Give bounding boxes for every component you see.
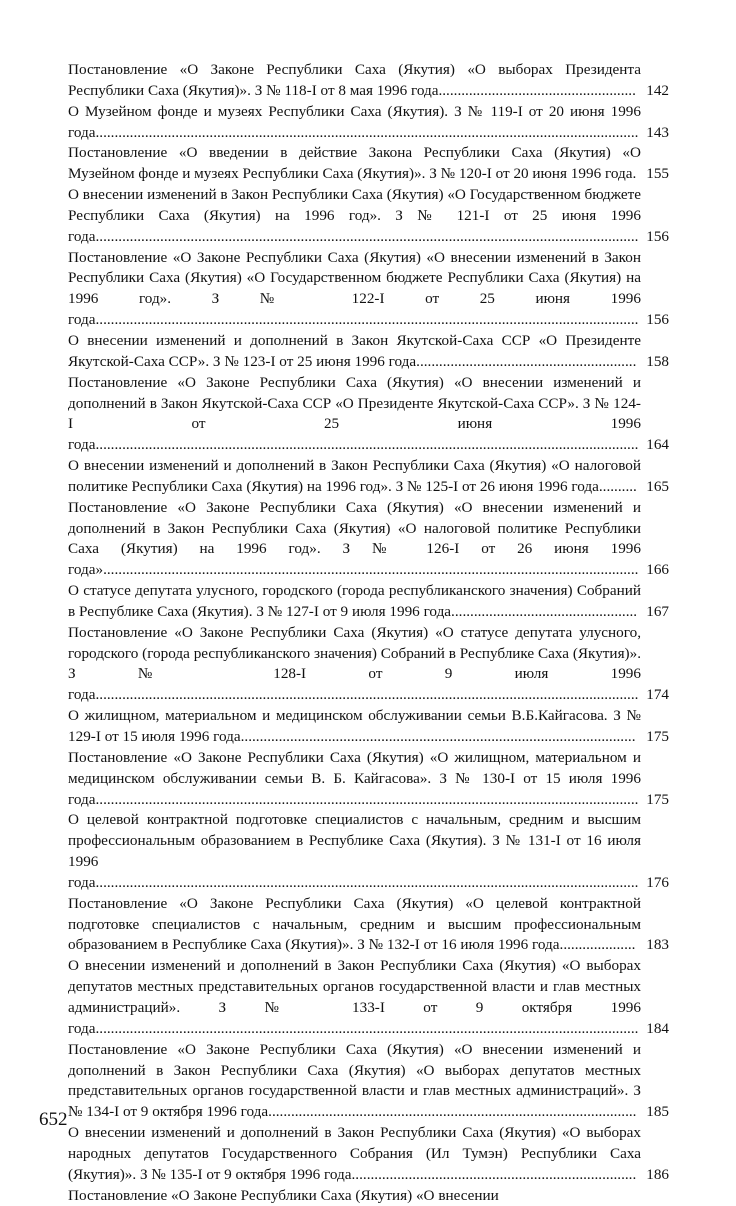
toc-entry-title: Постановление «О Законе Республики Саха (Якутия) «О жилищном, материальном и медицинском обслуживании семьи В. Б. Кайгасова». З № 130-I от 15 июля 1996 года: [68, 748, 641, 808]
toc-entry-page: 174: [646, 686, 669, 704]
dot-leader: .................................................: [451, 602, 638, 620]
toc-entry-page: 155: [646, 165, 669, 183]
toc-entry-title: О Музейном фонде и музеях Республики Саха (Якутия). З № 119-I от 20 июня 1996 года: [68, 102, 641, 141]
toc-entry-title: О внесении изменений и дополнений в Закон Якутской-Саха ССР «О Президенте Якутской-Саха ССР». З № 123-I от 25 июня 1996 года: [68, 331, 641, 370]
dot-leader: ...............................................................................................................................................: [95, 123, 639, 141]
toc-entry: [68, 894, 669, 957]
toc-entry: [68, 748, 669, 811]
toc-entry: [68, 248, 669, 331]
toc-entry-page: 142: [646, 81, 669, 99]
toc-entry-page: 156: [646, 311, 669, 329]
toc-entry-page: 185: [646, 1103, 669, 1121]
toc-entry: [68, 498, 669, 581]
toc-entry-title: Постановление «О Законе Республики Саха (Якутия) «О целевой контрактной подготовке специалистов с начальным, средним и высшим профессиональным образованием в Республике Саха (Якутия)». З № 132-I от 16 июля 1996 года: [68, 894, 641, 954]
toc-entry-page: 165: [646, 477, 669, 495]
toc-entry-title: О жилищном, материальном и медицинском обслуживании семьи В.Б.Кайгасова. З № 129-I от 15 июля 1996 года: [68, 707, 641, 745]
toc-entry-page: 164: [646, 436, 669, 454]
toc-entry: [68, 331, 669, 373]
toc-entry: [68, 1040, 669, 1123]
toc-entry: [68, 102, 669, 144]
toc-entry: [68, 706, 669, 748]
toc-entry-title: О внесении изменений и дополнений в Закон Республики Саха (Якутия) «О выборах депутатов местных представительных органов государственной власти и глав местных администраций». З № 133-I от 9 октября 1996 года.: [68, 957, 641, 1037]
dot-leader: ............................................................................................................................................: [106, 561, 639, 579]
toc-entry-page: 143: [646, 123, 669, 141]
toc-entry-title: О внесении изменений и дополнений в Закон Республики Саха (Якутия) «О выборах народных депутатов Государственного Собрания (Ил Тумэн) Республики Саха (Якутия)». З № 135-I от 9 октября 1996 года: [68, 1124, 641, 1183]
table-of-contents: [68, 60, 669, 1206]
dot-leader: ...............................................................................................................................................: [95, 436, 639, 454]
toc-entry: [68, 1186, 669, 1206]
toc-entry-page: 167: [646, 602, 669, 620]
toc-entry: [68, 456, 669, 498]
toc-entry-title: Постановление «О Законе Республики Саха (Якутия) «О внесении изменений в Закон Республики Саха (Якутия) «О Государственном бюджете Республики Саха (Якутия) на 1996 год». З № 122-I от 25 июня 1996 года: [68, 248, 641, 329]
dot-leader: .: [632, 165, 637, 183]
toc-entry-page: 175: [646, 728, 669, 745]
toc-entry-page: 176: [646, 873, 669, 891]
dot-leader: ...............................................................................................................................................: [95, 227, 639, 245]
toc-entry-title: О статусе депутата улусного, городского (города республиканского значения) Собраний в Республике Саха (Якутия). З № 127-I от 9 июля 1996 года: [68, 582, 641, 620]
dot-leader: ..........................................................: [416, 352, 637, 370]
toc-entry-page: 175: [646, 790, 669, 808]
toc-entry-title: Постановление «О Законе Республики Саха (Якутия) «О внесении изменений и дополнений в Закон Республики Саха (Якутия) «О налоговой политике Республики Саха (Якутия) на 1996 год». З № 126-I от 26 июня 1996 года».: [68, 498, 641, 579]
toc-entry-page: 184: [646, 1019, 669, 1037]
page-number: 652: [39, 1109, 68, 1130]
toc-entry: [68, 810, 669, 893]
toc-entry-title: Постановление «О Законе Республики Саха (Якутия) «О внесении изменений и дополнений в Закон Якутской-Саха ССР «О Президенте Якутской-Саха ССР». З № 124-I от 25 июня 1996 года: [68, 373, 641, 454]
dot-leader: ...........................................................................: [351, 1165, 637, 1183]
toc-entry-title: Постановление «О Законе Республики Саха (Якутия) «О внесении изменений и дополнений в Закон Республики Саха (Якутия) «О выборах депутатов местных представительных органов государственной власти и глав местных администраций». З № 134-I от 9 октября 1996 года: [68, 1040, 641, 1121]
toc-entry-title: Постановление «О Законе Республики Саха (Якутия) «О статусе депутата улусного, городского (города республиканского значения) Собраний в Республике Саха (Якутия)». З № 128-I от 9 июля 1996 года: [68, 623, 641, 704]
toc-entry-title: О целевой контрактной подготовке специалистов с начальным, средним и высшим профессиональным образованием в Республике Саха (Якутия). З № 131-I от 16 июля 1996 года: [68, 811, 641, 891]
toc-entry-page: 166: [646, 561, 669, 579]
toc-entry-page: 158: [646, 352, 669, 370]
toc-entry: [68, 956, 669, 1039]
toc-entry-title: Постановление «О Законе Республики Саха (Якутия) «О внесении: [68, 1186, 499, 1204]
toc-entry: [68, 623, 669, 706]
toc-entry: [68, 143, 669, 185]
toc-entry: [68, 581, 669, 623]
dot-leader: ........................................................................................................: [240, 728, 636, 745]
toc-entry: [68, 60, 669, 102]
dot-leader: ..........: [598, 477, 637, 495]
toc-entry: [68, 185, 669, 248]
toc-entry-page: 156: [646, 227, 669, 245]
dot-leader: ..............................................................................................................................................: [99, 1019, 639, 1037]
dot-leader: ...............................................................................................................................................: [95, 873, 639, 891]
dot-leader: ...............................................................................................................................................: [95, 790, 639, 808]
toc-entry-title: О внесении изменений в Закон Республики Саха (Якутия) «О Государственном бюджете Республики Саха (Якутия) на 1996 год». З № 121-I от 25 июня 1996 года: [68, 186, 641, 245]
toc-entry: [68, 1123, 669, 1186]
toc-entry-title: О внесении изменений и дополнений в Закон Республики Саха (Якутия) «О налоговой политике Республики Саха (Якутия) на 1996 год». З № 125-I от 26 июня 1996 года: [68, 457, 641, 495]
dot-leader: ...............................................................................................................................................: [95, 311, 639, 329]
dot-leader: ....................: [559, 936, 636, 954]
toc-entry-title: Постановление «О введении в действие Закона Республики Саха (Якутия) «О Музейном фонде и музеях Республики Саха (Якутия)». З № 120-I от 20 июня 1996 года: [68, 144, 641, 183]
toc-entry: [68, 373, 669, 456]
toc-entry-page: 186: [646, 1165, 669, 1183]
dot-leader: ...............................................................................................................................................: [95, 686, 639, 704]
toc-entry-title: Постановление «О Законе Республики Саха (Якутия) «О выборах Президента Республики Саха (Якутия)». З № 118-I от 8 мая 1996 года: [68, 61, 641, 99]
toc-entry-page: 183: [646, 936, 669, 954]
dot-leader: .................................................................................................: [268, 1103, 637, 1121]
dot-leader: ....................................................: [438, 81, 636, 99]
